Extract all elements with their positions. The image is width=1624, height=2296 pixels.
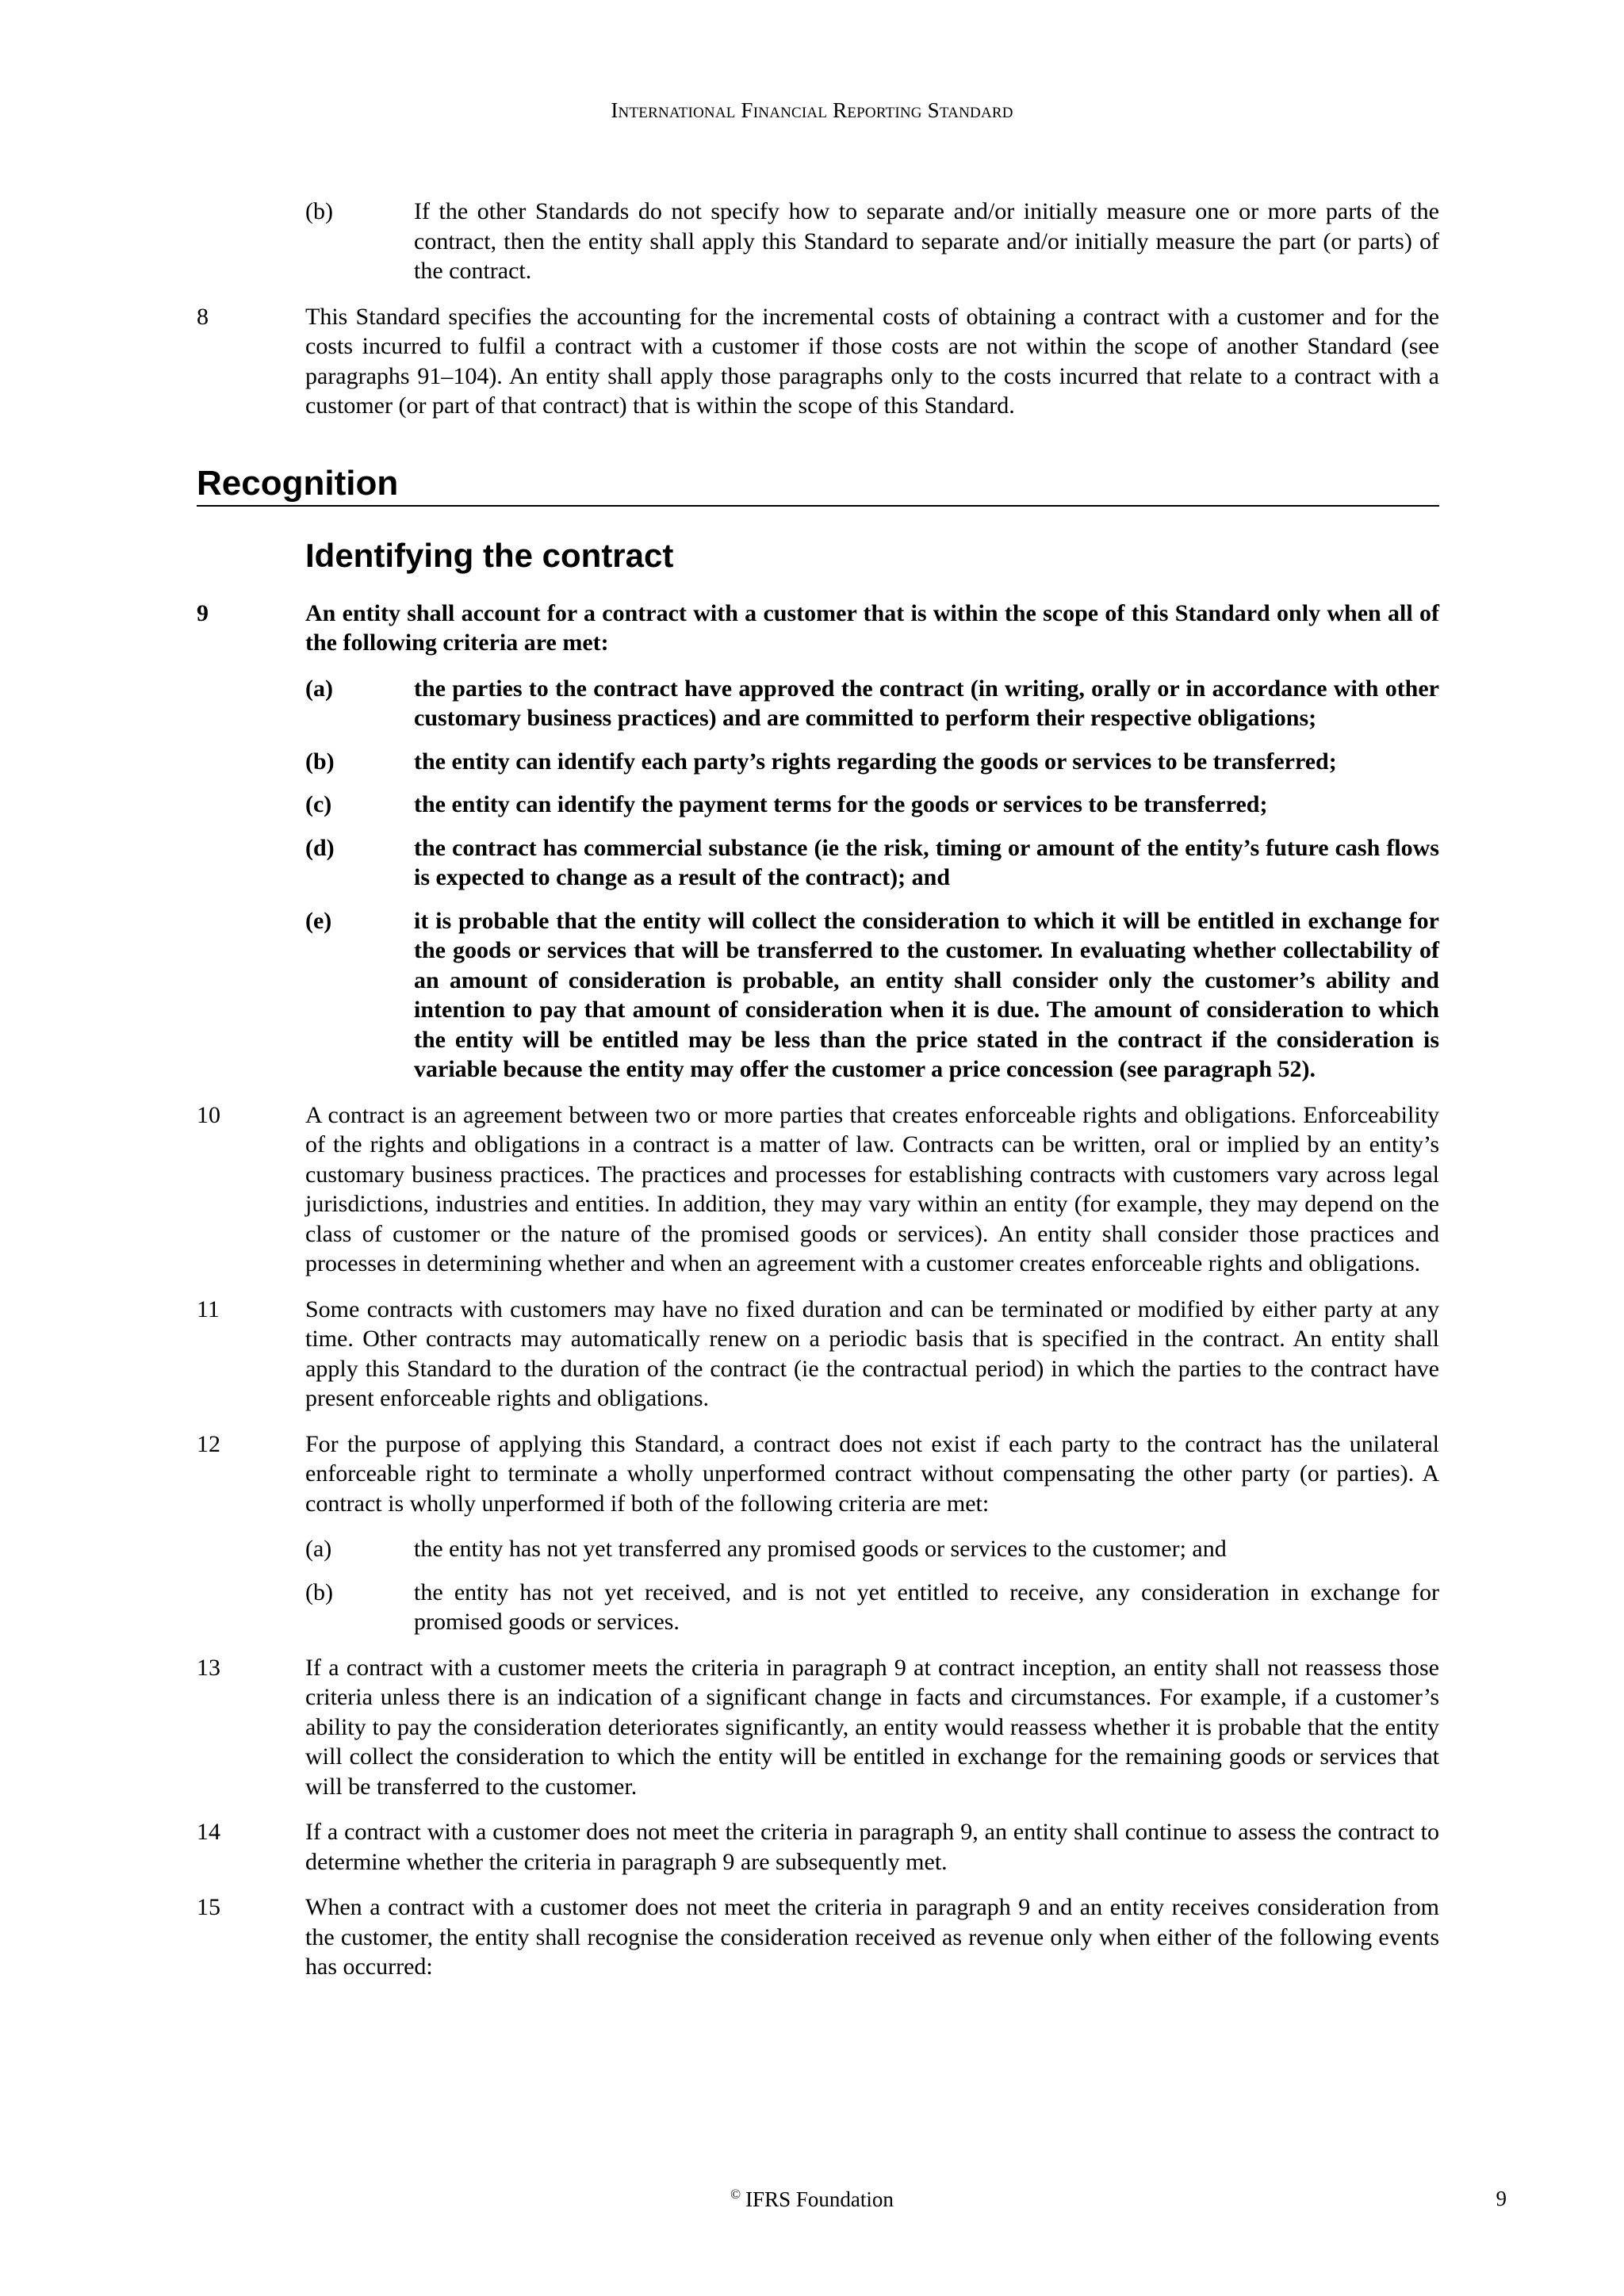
item-label: (c) [305,791,332,817]
item-text: the entity can identify each party’s rights regarding the goods or services to be transferred; [414,748,1337,775]
list-item [305,790,1439,820]
item-text: the entity has not yet received, and is not yet entitled to receive, any consideration in exchange for promised goods or services. [414,1578,1439,1635]
running-header: International Financial Reporting Standard [611,98,1013,122]
paragraph-body [305,1429,1439,1637]
footer-copyright [0,2187,1624,2212]
footer-foundation: IFRS Foundation [745,2187,894,2211]
paragraph-8 [197,302,1439,421]
paragraph-15 [197,1892,1439,1982]
paragraph-10 [197,1100,1439,1279]
subsection-heading: Identifying the contract [305,536,674,574]
paragraph-text: For the purpose of applying this Standard, a contract does not exist if each party to the contract has the unilateral enforceable right to terminate a wholly unperformed contract without compensating the other party (or parties). A contract is wholly unperformed if both of the following criteria are met: [305,1430,1439,1517]
item-text: the parties to the contract have approved the contract (in writing, orally or in accordance with other customary business practices) and are committed to perform their respective obligations; [414,675,1439,731]
paragraph-number: 13 [197,1654,220,1681]
item-label: (d) [305,834,335,861]
list-item [305,197,1439,286]
list-item [305,1534,1439,1564]
paragraph-text: An entity shall account for a contract with a customer that is within the scope of this Standard only when all of the following criteria are met: [305,599,1439,656]
copyright-symbol: © [730,2187,741,2202]
list-item [305,674,1439,733]
paragraph-text: This Standard specifies the accounting for the incremental costs of obtaining a contract with a customer and for the costs incurred to fulfil a contract with a customer if those costs are not within the scope of another Standard (see paragraphs 91–104). An entity shall apply those paragraphs only to the costs incurred that relate to a contract with a customer (or part of that contract) that is within the scope of this Standard. [305,303,1439,419]
item-label: (b) [305,198,333,224]
paragraph-text: A contract is an agreement between two or more parties that creates enforceable rights and obligations. Enforceability of the rights and obligations in a contract is a matter of law. Contracts can be written, oral or implied by an entity’s customary business practices. The practices and processes for establishing contracts with customers vary across legal jurisdictions, industries and entities. In addition, they may vary within an entity (for example, they may depend on the class of customer or the nature of the promised goods or services). An entity shall consider those practices and processes in determining whether and when an agreement with a customer creates enforceable rights and obligations. [305,1101,1439,1276]
paragraph-body [305,599,1439,1085]
paragraph-9 [197,599,1439,1085]
list-item [305,833,1439,893]
item-label: (b) [305,1578,333,1605]
paragraph-text: When a contract with a customer does not meet the criteria in paragraph 9 and an entity receives consideration from the customer, the entity shall recognise the consideration received as revenue only when either of the following events has occurred: [305,1894,1439,1980]
paragraph-number: 10 [197,1101,220,1128]
item-label: (a) [305,675,333,702]
item-text: If the other Standards do not specify how to separate and/or initially measure one or more parts of the contract, then the entity shall apply this Standard to separate and/or initially measure the part (or parts) of the contract. [414,198,1439,284]
paragraph-text: If a contract with a customer does not meet the criteria in paragraph 9, an entity shall continue to assess the contract to determine whether the criteria in paragraph 9 are subsequently met. [305,1819,1439,1875]
paragraph-14 [197,1817,1439,1877]
item-label: (b) [305,748,335,775]
item-label: (e) [305,907,332,934]
paragraph-number: 14 [197,1819,220,1845]
paragraph-number: 11 [197,1295,220,1322]
item-text: the entity has not yet transferred any promised goods or services to the customer; and [414,1536,1227,1562]
paragraph-13 [197,1653,1439,1802]
paragraph-number: 12 [197,1430,220,1457]
paragraph-number: 8 [197,303,209,330]
paragraph-12 [197,1429,1439,1637]
paragraph-number: 9 [197,599,209,626]
paragraph-text: If a contract with a customer meets the criteria in paragraph 9 at contract inception, an entity shall not reassess those criteria unless there is an indication of a significant change in facts and circumstances. For example, if a customer’s ability to pay the consideration deteriorates significantly, an entity would reassess whether it is probable that the entity will collect the consideration to which the entity will be entitled in exchange for the remaining goods or services that will be transferred to the customer. [305,1654,1439,1800]
paragraph-number: 15 [197,1894,220,1920]
list-item [305,747,1439,777]
item-text: it is probable that the entity will collect the consideration to which it will be entitled in exchange for the goods or services that will be transferred to the customer. In evaluating whether collectability of an amount of consideration is probable, an entity shall consider only the customer’s ability and intention to pay that amount of consideration when it is due. The amount of consideration to which the entity will be entitled may be less than the price stated in the contract if the consideration is variable because the entity may offer the customer a price concession (see paragraph 52). [414,907,1439,1082]
paragraph-text: Some contracts with customers may have no fixed duration and can be terminated or modified by either party at any time. Other contracts may automatically renew on a periodic basis that is specified in the contract. An entity shall apply this Standard to the duration of the contract (ie the contractual period) in which the parties to the contract have present enforceable rights and obligations. [305,1295,1439,1411]
list-item [305,1578,1439,1637]
item-text: the entity can identify the payment terms for the goods or services to be transferred; [414,791,1268,817]
list-item [305,906,1439,1085]
item-label: (a) [305,1536,332,1562]
page-content [197,197,1439,1998]
section-heading: Recognition [197,464,1439,507]
page-number: 9 [1496,2187,1507,2210]
item-text: the contract has commercial substance (ie the risk, timing or amount of the entity’s future cash flows is expected to change as a result of the contract); and [414,834,1439,890]
paragraph-11 [197,1295,1439,1414]
